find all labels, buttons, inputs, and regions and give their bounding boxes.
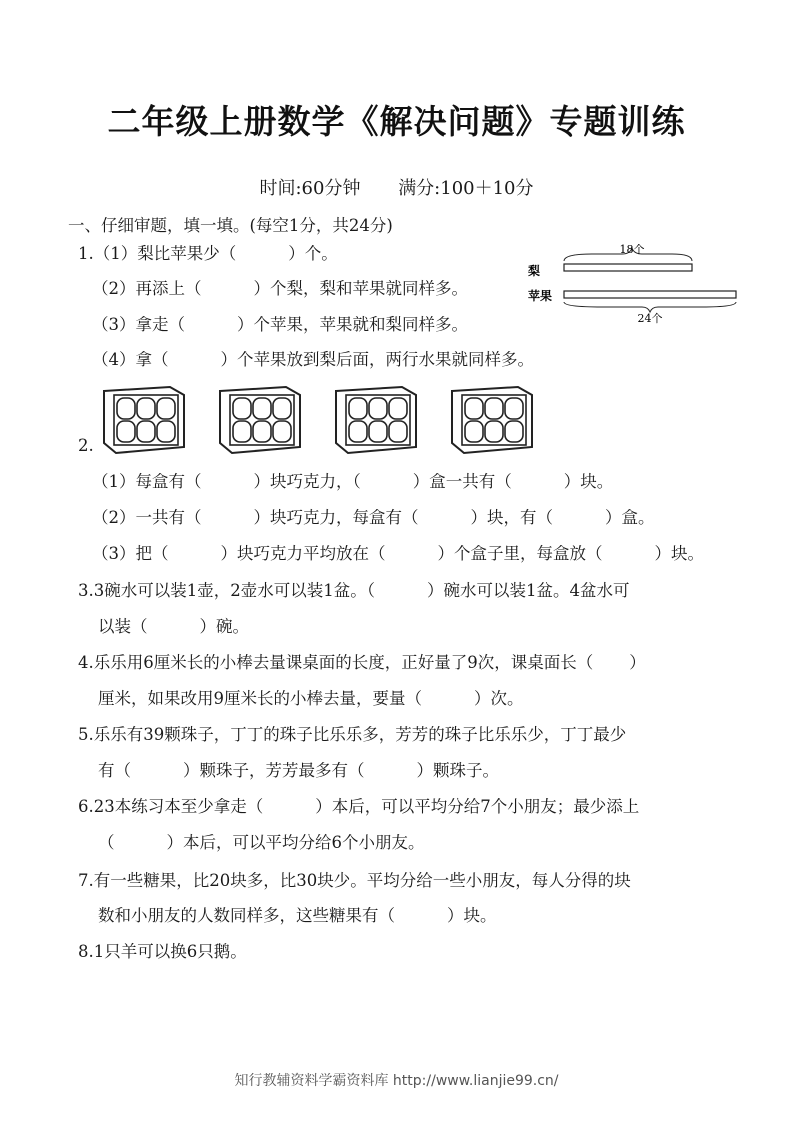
chocolate-piece	[485, 421, 503, 442]
chocolate-piece	[137, 398, 155, 419]
question-6-line-1: 6.23本练习本至少拿走（ ）本后，可以平均分给7个小朋友；最少添上	[78, 797, 640, 816]
chocolate-piece	[273, 398, 291, 419]
pear-count: 18个	[619, 244, 645, 256]
question-8-line-1: 8.1只羊可以换6只鹅。	[78, 942, 247, 961]
chocolate-box	[104, 387, 184, 453]
question-4-line-1: 4.乐乐用6厘米长的小棒去量课桌面的长度，正好量了9次，课桌面长（ ）	[78, 653, 646, 672]
chocolate-piece	[233, 398, 251, 419]
chocolate-piece	[349, 398, 367, 419]
question-2-part-3: （3）把（ ）块巧克力平均放在（ ）个盒子里，每盒放（ ）块。	[92, 544, 704, 563]
question-1-part-4: （4）拿（ ）个苹果放到梨后面，两行水果就同样多。	[92, 350, 534, 369]
chocolate-piece	[117, 398, 135, 419]
pear-label: 梨	[528, 264, 541, 278]
pear-apple-bar-diagram	[522, 244, 747, 324]
chocolate-piece	[137, 421, 155, 442]
question-2-part-1: （1）每盒有（ ）块巧克力，（ ）盒一共有（ ）块。	[92, 472, 614, 491]
chocolate-piece	[369, 421, 387, 442]
page-title: 二年级上册数学《解决问题》专题训练	[107, 102, 686, 141]
chocolate-boxes	[100, 385, 540, 457]
question-7-line-1: 7.有一些糖果，比20块多，比30块少。平均分给一些小朋友，每人分得的块	[78, 871, 631, 890]
question-2-number: 2.	[78, 436, 94, 455]
chocolate-piece	[157, 421, 175, 442]
chocolate-piece	[369, 398, 387, 419]
apple-label: 苹果	[528, 289, 553, 303]
chocolate-box	[336, 387, 416, 453]
question-6-line-2: （ ）本后，可以平均分给6个小朋友。	[98, 833, 425, 852]
question-1-part-2: （2）再添上（ ）个梨，梨和苹果就同样多。	[92, 279, 468, 298]
chocolate-piece	[389, 421, 407, 442]
time-limit: 时间:60分钟	[259, 178, 361, 199]
apple-count: 24个	[637, 312, 663, 324]
chocolate-piece	[117, 421, 135, 442]
chocolate-piece	[485, 398, 503, 419]
question-3-line-2: 以装（ ）碗。	[98, 617, 249, 636]
chocolate-box	[452, 387, 532, 453]
question-4-line-2: 厘米，如果改用9厘米长的小棒去量，要量（ ）次。	[98, 689, 524, 708]
chocolate-piece	[505, 421, 523, 442]
chocolate-piece	[465, 398, 483, 419]
chocolate-piece	[253, 421, 271, 442]
chocolate-piece	[253, 398, 271, 419]
chocolate-piece	[505, 398, 523, 419]
question-7-line-2: 数和小朋友的人数同样多，这些糖果有（ ）块。	[98, 906, 497, 925]
question-2-part-2: （2）一共有（ ）块巧克力，每盒有（ ）块，有（ ）盒。	[92, 508, 655, 527]
chocolate-piece	[157, 398, 175, 419]
chocolate-piece	[389, 398, 407, 419]
question-5-line-1: 5.乐乐有39颗珠子，丁丁的珠子比乐乐多，芳芳的珠子比乐乐少，丁丁最少	[78, 725, 627, 744]
section-heading: 一、仔细审题，填一填。(每空1分，共24分)	[68, 216, 393, 235]
full-score: 满分:100＋10分	[398, 178, 534, 199]
apple-brace	[564, 302, 736, 312]
exam-info	[0, 174, 793, 200]
chocolate-piece	[465, 421, 483, 442]
apple-bar	[564, 291, 736, 298]
question-3-line-1: 3.3碗水可以装1壶，2壶水可以装1盆。（ ）碗水可以装1盆。4盆水可	[78, 581, 630, 600]
pear-bar	[564, 264, 692, 271]
footer-watermark: 知行教辅资料学霸资料库 http://www.lianjie99.cn/	[234, 1073, 559, 1089]
chocolate-box	[220, 387, 300, 453]
chocolate-piece	[233, 421, 251, 442]
question-1-part-1: 1.（1）梨比苹果少（ ）个。	[78, 244, 338, 263]
chocolate-piece	[273, 421, 291, 442]
question-5-line-2: 有（ ）颗珠子，芳芳最多有（ ）颗珠子。	[98, 761, 499, 780]
question-1-part-3: （3）拿走（ ）个苹果，苹果就和梨同样多。	[92, 315, 468, 334]
chocolate-piece	[349, 421, 367, 442]
